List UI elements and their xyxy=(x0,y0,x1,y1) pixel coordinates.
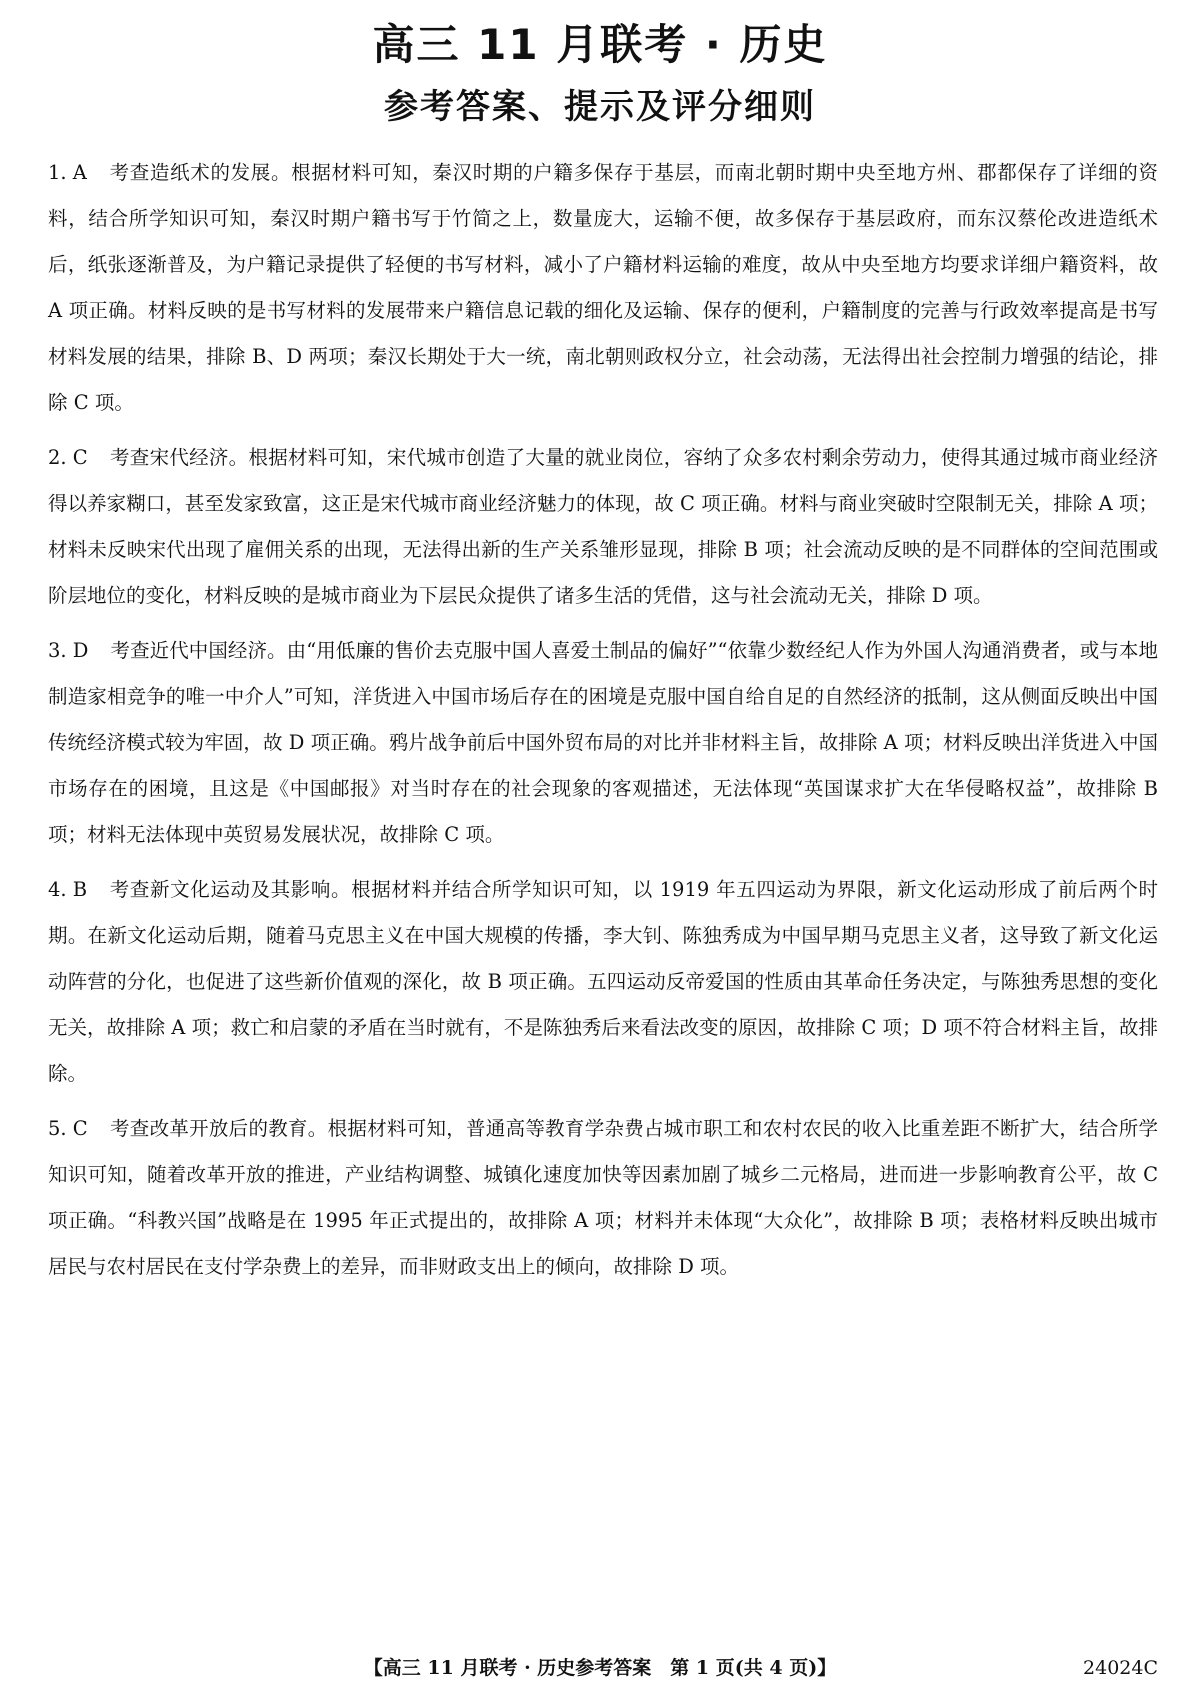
footer-page-info: 【高三 11 月联考 · 历史参考答案 第 1 页(共 4 页)】 xyxy=(363,1657,837,1679)
footer-doc-code: 24024C xyxy=(1083,1657,1158,1679)
answer-number: 5. C xyxy=(48,1117,88,1140)
answer-item-1 xyxy=(48,150,1158,426)
page-subtitle: 参考答案、提示及评分细则 xyxy=(384,87,816,127)
answer-item-4 xyxy=(48,867,1158,1097)
answer-number: 2. C xyxy=(48,446,88,469)
answer-text: 考查宋代经济。根据材料可知，宋代城市创造了大量的就业岗位，容纳了众多农村剩余劳动力，使得其通过城市商业经济得以养家糊口，甚至发家致富，这正是宋代城市商业经济魅力的体现，故 C 项正确。材料与商业突破时空限制无关，排除 A 项；材料未反映宋代出现了雇佣关系的出现，无法得出新的生产关系雏形显现，排除 B 项；社会流动反映的是不同群体的空间范围或阶层地位的变化，材料反映的是城市商业为下层民众提供了诸多生活的凭借，这与社会流动无关，排除 D 项。 xyxy=(48,446,1158,607)
answer-text: 考查近代中国经济。由“用低廉的售价去克服中国人喜爱土制品的偏好”“依靠少数经纪人作为外国人沟通消费者，或与本地制造家相竞争的唯一中介人”可知，洋货进入中国市场后存在的困境是克服中国自给自足的自然经济的抵制，这从侧面反映出中国传统经济模式较为牢固，故 D 项正确。鸦片战争前后中国外贸布局的对比并非材料主旨，故排除 A 项；材料反映出洋货进入中国市场存在的困境，且这是《中国邮报》对当时存在的社会现象的客观描述，无法体现“英国谋求扩大在华侵略权益”，故排除 B 项；材料无法体现中英贸易发展状况，故排除 C 项。 xyxy=(48,639,1158,846)
answer-text: 考查造纸术的发展。根据材料可知，秦汉时期的户籍多保存于基层，而南北朝时期中央至地方州、郡都保存了详细的资料，结合所学知识可知，秦汉时期户籍书写于竹简之上，数量庞大，运输不便，故多保存于基层政府，而东汉蔡伦改进造纸术后，纸张逐渐普及，为户籍记录提供了轻便的书写材料，减小了户籍材料运输的难度，故从中央至地方均要求详细户籍资料，故 A 项正确。材料反映的是书写材料的发展带来户籍信息记载的细化及运输、保存的便利，户籍制度的完善与行政效率提高是书写材料发展的结果，排除 B、D 两项；秦汉长期处于大一统，南北朝则政权分立，社会动荡，无法得出社会控制力增强的结论，排除 C 项。 xyxy=(48,161,1158,414)
answer-number: 1. A xyxy=(48,161,87,184)
answer-item-2 xyxy=(48,435,1158,619)
answer-item-5 xyxy=(48,1106,1158,1290)
answer-text: 考查新文化运动及其影响。根据材料并结合所学知识可知，以 1919 年五四运动为界限，新文化运动形成了前后两个时期。在新文化运动后期，随着马克思主义在中国大规模的传播，李大钊、陈独秀成为中国早期马克思主义者，这导致了新文化运动阵营的分化，也促进了这些新价值观的深化，故 B 项正确。五四运动反帝爱国的性质由其革命任务决定，与陈独秀思想的变化无关，故排除 A 项；救亡和启蒙的矛盾在当时就有，不是陈独秀后来看法改变的原因，故排除 C 项；D 项不符合材料主旨，故排除。 xyxy=(48,878,1158,1085)
page-header xyxy=(0,18,1200,132)
page-footer xyxy=(0,1648,1200,1688)
answer-item-3 xyxy=(48,628,1158,858)
answer-number: 3. D xyxy=(48,639,89,662)
page-title: 高三 11 月联考 · 历史 xyxy=(372,20,828,69)
answer-number: 4. B xyxy=(48,878,88,901)
answer-text: 考查改革开放后的教育。根据材料可知，普通高等教育学杂费占城市职工和农村农民的收入比重差距不断扩大，结合所学知识可知，随着改革开放的推进，产业结构调整、城镇化速度加快等因素加剧了城乡二元格局，进而进一步影响教育公平，故 C 项正确。“科教兴国”战略是在 1995 年正式提出的，故排除 A 项；材料并未体现“大众化”，故排除 B 项；表格材料反映出城市居民与农村居民在支付学杂费上的差异，而非财政支出上的倾向，故排除 D 项。 xyxy=(48,1117,1158,1278)
answer-list xyxy=(48,150,1158,1299)
